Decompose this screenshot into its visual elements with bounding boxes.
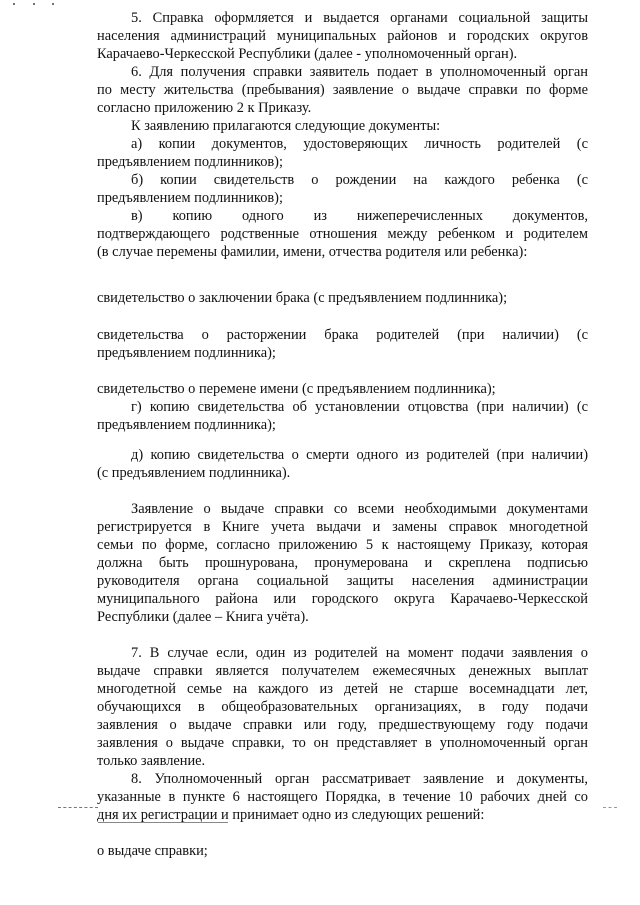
text-line: семьи по форме, согласно приложению 5 к настоящему Приказу, которая xyxy=(97,537,588,553)
text-line: (с предъявлением подлинника). xyxy=(97,465,291,481)
text-line: выдаче справки является получателем ежемесячных денежных выплат xyxy=(97,663,588,679)
text-line: предъявлением подлинника); xyxy=(97,417,276,433)
text-line: Заявление о выдаче справки со всеми необходимыми документами xyxy=(131,501,588,517)
text-line: 5. Справка оформляется и выдается органами социальной защиты xyxy=(131,10,588,26)
text-line: дня их регистрации и принимает одно из следующих решений: xyxy=(97,807,485,823)
text-line: регистрируется в Книге учета выдачи и замены справок многодетной xyxy=(97,519,588,535)
text-line: 7. В случае если, один из родителей на момент подачи заявления о xyxy=(131,645,588,661)
text-line: предъявлением подлинников); xyxy=(97,154,283,170)
text-line: свидетельство о перемене имени (с предъявлением подлинника); xyxy=(97,381,496,397)
text-line: муниципального района или городского округа Карачаево-Черкесской xyxy=(97,591,588,607)
list-item-line: г) копию свидетельства об установлении отцовства (при наличии) (с xyxy=(131,399,588,415)
text-line: К заявлению прилагаются следующие документы: xyxy=(131,118,441,134)
text-line: заявления о выдаче справки или году, предшествующему году подачи xyxy=(97,717,588,733)
scan-artifact-line xyxy=(603,807,617,808)
text-line: по месту жительства (пребывания) заявление о выдаче справки по форме xyxy=(97,82,588,98)
text-line: Республики (далее – Книга учёта). xyxy=(97,609,309,625)
text-line: предъявлением подлинника); xyxy=(97,345,276,361)
text-line: подтверждающего родственные отношения между ребенком и родителем xyxy=(97,226,588,242)
text-line: руководителя органа социальной защиты населения администрации xyxy=(97,573,588,589)
text-line: указанные в пункте 6 настоящего Порядка, в течение 10 рабочих дней со xyxy=(97,789,588,805)
scan-artifact-line xyxy=(58,807,98,808)
list-item-line: а) копии документов, удостоверяющих личность родителей (с xyxy=(131,136,588,152)
list-item-line: в) копию одного из нижеперечисленных документов, xyxy=(131,208,588,224)
text-line: только заявление. xyxy=(97,753,206,769)
scan-dot xyxy=(33,3,35,5)
list-item-line: б) копии свидетельств о рождении на каждого ребенка (с xyxy=(131,172,588,188)
scan-dot xyxy=(52,3,54,5)
text-line: должна быть прошнурована, пронумерована и скреплена подписью xyxy=(97,555,588,571)
text-line: (в случае перемены фамилии, имени, отчества родителя или ребенка): xyxy=(97,244,528,260)
text-line: свидетельство о заключении брака (с предъявлением подлинника); xyxy=(97,290,508,306)
text-line: предъявлением подлинников); xyxy=(97,190,283,206)
text-line: свидетельства о расторжении брака родителей (при наличии) (с xyxy=(97,327,588,343)
list-item-line: д) копию свидетельства о смерти одного из родителей (при наличии) xyxy=(131,447,588,463)
text-line: 6. Для получения справки заявитель подает в уполномоченный орган xyxy=(131,64,588,80)
text-line: согласно приложению 2 к Приказу. xyxy=(97,100,312,116)
text-line: обучающихся в общеобразовательных организациях, в году подачи xyxy=(97,699,588,715)
text-line: 8. Уполномоченный орган рассматривает заявление и документы, xyxy=(131,771,588,787)
text-line: многодетной семье на каждого из детей не старше восемнадцати лет, xyxy=(97,681,588,697)
text-line: населения администраций муниципальных районов и городских округов xyxy=(97,28,588,44)
scan-dot xyxy=(13,3,15,5)
text-line: Карачаево-Черкесской Республики (далее - уполномоченный орган). xyxy=(97,46,518,62)
text-line: заявления о выдаче справки, то он представляет в уполномоченный орган xyxy=(97,735,588,751)
text-line: о выдаче справки; xyxy=(97,843,208,859)
scan-artifact-line xyxy=(98,822,228,823)
